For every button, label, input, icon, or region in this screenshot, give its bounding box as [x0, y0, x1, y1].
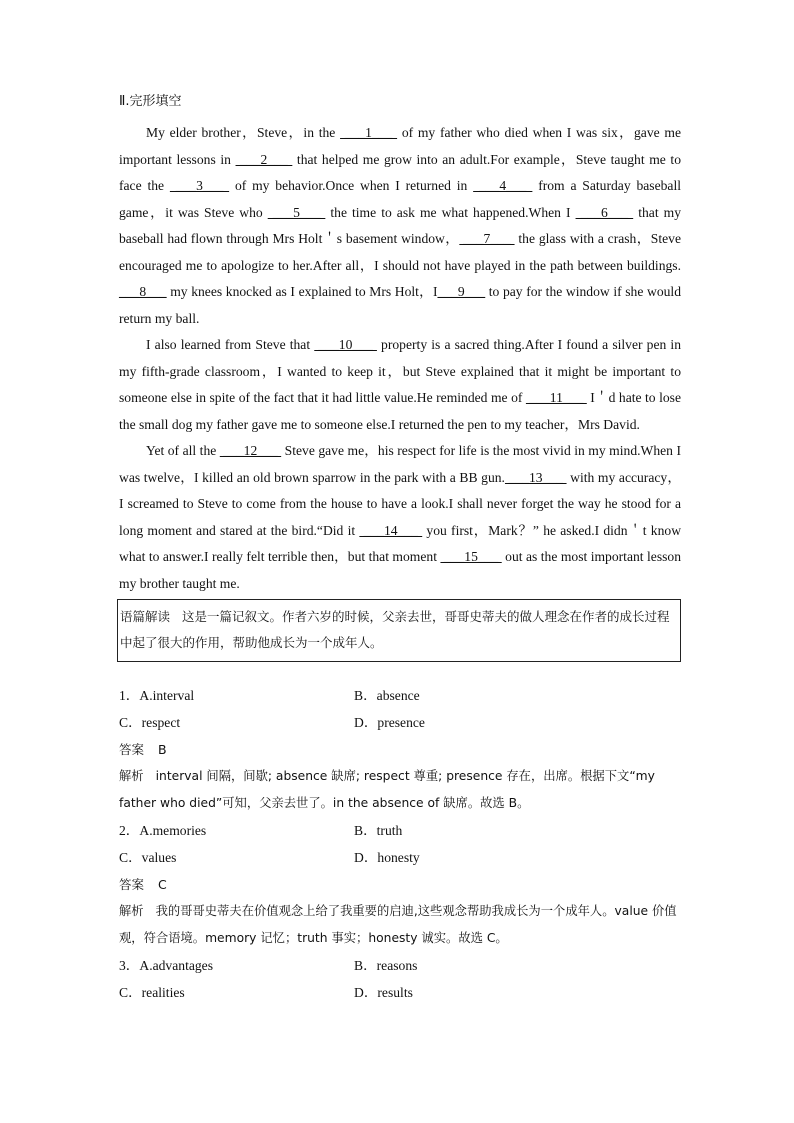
option-a: 3．A.advantages	[119, 958, 213, 973]
cloze-blank: ___5___	[267, 204, 326, 220]
passage-text: I＇d hate to lose the small dog my father gave me to someone else.I returned the pen to my teacher，Mrs David.	[119, 390, 681, 432]
options-row	[119, 817, 681, 844]
passage-text: that my baseball had flown through Mrs Holt＇s basement window，	[119, 204, 681, 246]
option-c: C．realities	[119, 985, 185, 1000]
explanation	[119, 763, 681, 817]
question-list	[119, 682, 681, 1006]
option-c: C．values	[119, 850, 177, 865]
cloze-blank: ___10___	[314, 337, 377, 352]
passage-text: I also learned from Steve that	[146, 337, 315, 352]
passage-text: the glass with a crash，Steve encouraged me to apologize to her.After all，I should not have played in the path between buildings.	[119, 231, 682, 273]
cloze-blank: ___13___	[504, 469, 567, 485]
explanation-text: interval 间隔，间歇; absence 缺席; respect 尊重; presence 存在，出席。根据下文“my father who died”可知，父亲去世了。in the absence of 缺席。故选 B。	[119, 769, 655, 810]
cloze-blank: ___1___	[340, 125, 398, 140]
option-d: D．honesty	[354, 850, 420, 865]
answer-line	[119, 871, 681, 898]
answer-value: C	[158, 877, 167, 892]
answer-line	[119, 736, 681, 763]
cloze-blank: ___11___	[525, 390, 587, 405]
option-b: B．truth	[354, 823, 403, 838]
options-row	[119, 682, 681, 709]
cloze-blank: ___7___	[459, 231, 515, 246]
explanation-text: 我的哥哥史蒂夫在价值观念上给了我重要的启迪,这些观念帮助我成长为一个成年人。value 价值观，符合语境。memory 记忆；truth 事实；honesty 诚实。故选 C。	[119, 904, 677, 945]
passage-text: that helped me grow into an adult.For example，Steve taught me to face the	[119, 151, 681, 193]
option-b: B．reasons	[354, 958, 418, 973]
answer-value: B	[158, 742, 167, 757]
passage-text: Steve gave me，his respect for life is the most vivid in my mind.When I was twelve，I killed an old brown sparrow in the park with a BB gun.	[119, 443, 682, 485]
passage-text: the time to ask me what happened.When I	[325, 204, 576, 220]
option-d: D．results	[354, 985, 413, 1000]
cloze-blank: ___15___	[440, 549, 502, 564]
cloze-blank: ___9___	[437, 284, 486, 299]
answer-tag: 答案	[119, 877, 145, 892]
passage-text: of my father who died when I was six，gave me important lessons in	[119, 125, 681, 167]
cloze-blank: ___6___	[575, 204, 634, 220]
options-row	[119, 952, 681, 979]
options-row	[119, 844, 681, 871]
cloze-blank: ___3___	[169, 178, 230, 193]
passage-text: Yet of all the	[146, 443, 220, 458]
explanation	[119, 898, 681, 952]
analysis-tag: 语篇解读	[120, 609, 171, 624]
passage-text: my knees knocked as I explained to Mrs Holt，I	[166, 284, 438, 299]
options-row	[119, 709, 681, 736]
passage-text: to pay for the window if she would return my ball.	[119, 284, 682, 326]
option-b: B．absence	[354, 688, 420, 703]
cloze-blank: ___12___	[219, 443, 282, 458]
exercise-page	[119, 92, 681, 1006]
passage-text: property is a sacred thing.After I found a silver pen in my fifth-grade classroom，I wanted to keep it，but Steve explained that it might be important to someone else in spite of the fact that it had little value.He reminded me of	[119, 337, 682, 405]
passage-paragraph	[119, 438, 681, 597]
cloze-passage	[119, 120, 681, 597]
cloze-blank: ___8___	[119, 284, 167, 299]
passage-analysis-box	[117, 599, 681, 662]
passage-text: out as the most important lesson my brother taught me.	[119, 549, 681, 591]
passage-text: of my behavior.Once when I returned in	[229, 178, 474, 193]
passage-text: My elder brother，Steve，in the	[146, 125, 341, 140]
option-a: 2．A.memories	[119, 823, 207, 838]
cloze-blank: ___4___	[473, 178, 533, 193]
passage-paragraph	[119, 120, 681, 332]
option-d: D．presence	[354, 715, 425, 730]
analysis-text: 这是一篇记叙文。作者六岁的时候，父亲去世，哥哥史蒂夫的做人理念在作者的成长过程中起了很大的作用，帮助他成长为一个成年人。	[120, 609, 670, 650]
passage-text: from a Saturday baseball game，it was Steve who	[119, 178, 681, 220]
passage-text: you first，Mark？” he asked.I didn＇t know what to answer.I really felt terrible then，but that moment	[119, 522, 682, 564]
passage-paragraph	[119, 332, 681, 438]
cloze-blank: ___2___	[235, 151, 293, 167]
options-row	[119, 979, 681, 1006]
passage-text: with my accuracy，I screamed to Steve to come from the house to have a look.I shall never forget the way he stood for a long moment and stared at the bird.“Did it	[119, 469, 681, 538]
cloze-blank: ___14___	[359, 522, 423, 538]
option-a: 1．A.interval	[119, 688, 195, 703]
answer-tag: 答案	[119, 742, 145, 757]
explanation-tag: 解析	[119, 769, 144, 783]
section-title: Ⅱ.完形填空	[119, 94, 182, 109]
option-c: C．respect	[119, 715, 181, 730]
explanation-tag: 解析	[119, 904, 144, 918]
